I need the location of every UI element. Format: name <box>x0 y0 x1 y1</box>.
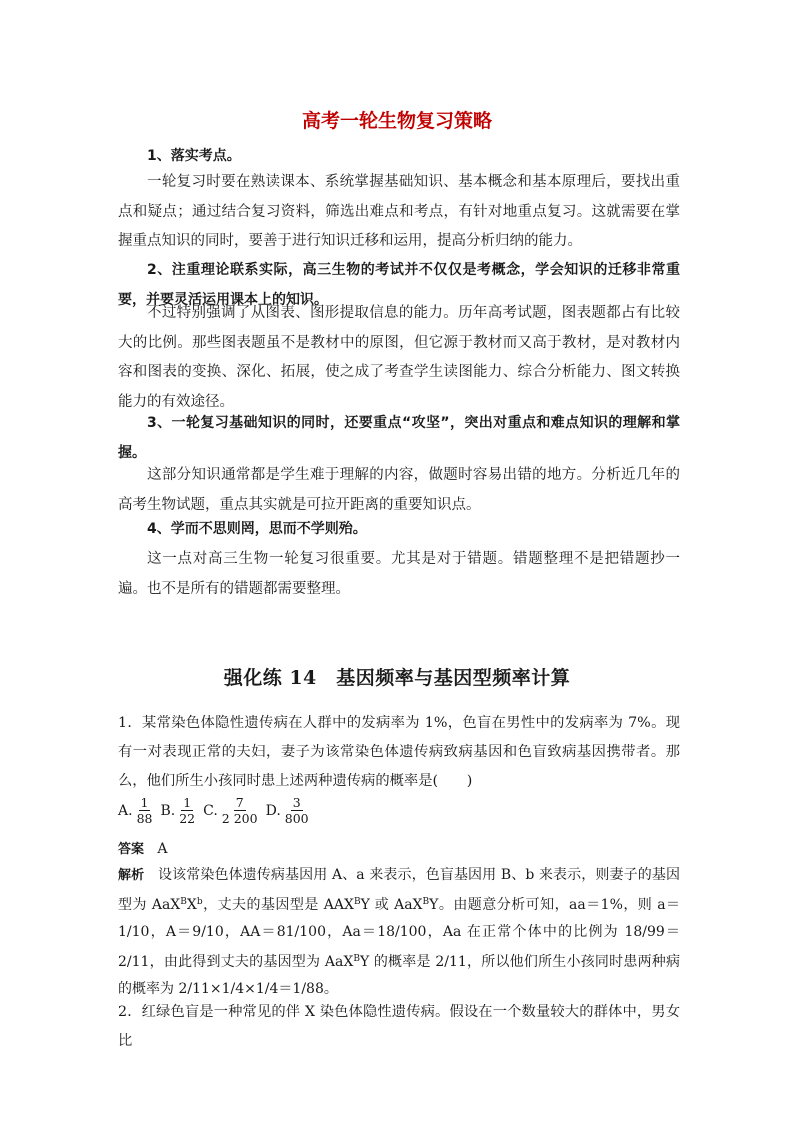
option-b: B. $\frac{1}{22}$ <box>160 795 196 826</box>
analysis-paragraph: 解析 设该常染色体遗传病基因用 A、a 来表示，色盲基因用 B、b 来表示，则妻子的基因型为 $AaX^BX^b$，丈夫的基因型是 $AAX^BY$ 或 AaX$^B$Y。由题意分析可知，aa＝1%，则 a＝1/10，A＝9/10，AA＝81/100，Aa＝18/100，Aa 在正常个体中的比例为 18/99＝2/11，由此得到丈夫的基因型为 AaX$^B$Y 的概率是 2/11，所以他们所生小孩同时患两种病的概率为 2/11×1/4×1/4＝1/88。 <box>118 867 681 997</box>
strategy-body-3: 这部分知识通常都是学生难于理解的内容，做题时容易出错的地方。分析近几年的高考生物试题，重点其实就是可拉开距离的重要知识点。 <box>118 467 680 513</box>
answer-line <box>118 838 168 857</box>
question-2-text: 2．红绿色盲是一种常见的伴 X 染色体隐性遗传病。假设在一个数量较大的群体中，男女比 <box>118 1004 680 1049</box>
fraction: $\frac{1}{22}$ <box>179 795 196 826</box>
strategy-heading-1: 1、落实考点。 <box>147 148 241 164</box>
answer-label: 答案 <box>118 842 145 857</box>
fraction: $\frac{7}{2 200}$ <box>221 795 258 826</box>
answer-value: A <box>157 841 168 857</box>
fraction: $\frac{3}{800}$ <box>284 795 309 826</box>
strategy-heading-4: 4、学而不思则罔，思而不学则殆。 <box>147 521 367 537</box>
strategy-heading-2: 2、注重理论联系实际，高三生物的考试并不仅仅是考概念，学会知识的迁移非常重要，并要灵活运用课本上的知识。 <box>118 262 680 308</box>
analysis-label: 解析 <box>118 868 145 883</box>
strategy-body-4: 这一点对高三生物一轮复习很重要。尤其是对于错题。错题整理不是把错题抄一遍。也不是所有的错题都需要整理。 <box>118 551 680 597</box>
question-1-options <box>118 795 317 826</box>
strategy-heading-3: 3、一轮复习基础知识的同时，还要重点“攻坚”，突出对重点和难点知识的理解和掌握。 <box>118 415 680 461</box>
strategy-title: 高考一轮生物复习策略 <box>301 110 492 132</box>
exercise-title: 强化练 14 基因频率与基因型频率计算 <box>223 667 571 689</box>
option-a: A. $\frac{1}{88}$ <box>118 795 153 826</box>
option-d: D. $\frac{3}{800}$ <box>265 795 309 826</box>
option-c: C. $\frac{7}{2 200}$ <box>203 795 258 826</box>
question-1-text: 1．某常染色体隐性遗传病在人群中的发病率为 1%，色盲在男性中的发病率为 7%。现有一对表现正常的夫妇，妻子为该常染色体遗传病致病基因和色盲致病基因携带者。那么，他们所生小孩同时患上述两种遗传病的概率是( ) <box>118 715 680 789</box>
strategy-body-1: 一轮复习时要在熟读课本、系统掌握基础知识、基本概念和基本原理后，要找出重点和疑点；通过结合复习资料，筛选出难点和考点，有针对地重点复习。这就需要在掌握重点知识的同时，要善于进行知识迁移和运用，提高分析归纳的能力。 <box>118 174 680 249</box>
strategy-body-2: 不过特别强调了从图表、图形提取信息的能力。历年高考试题，图表题都占有比较大的比例。那些图表题虽不是教材中的原图，但它源于教材而又高于教材，是对教材内容和图表的变换、深化、拓展，使之成了考查学生读图能力、综合分析能力、图文转换能力的有效途径。 <box>118 305 680 410</box>
fraction: $\frac{1}{88}$ <box>136 795 153 826</box>
